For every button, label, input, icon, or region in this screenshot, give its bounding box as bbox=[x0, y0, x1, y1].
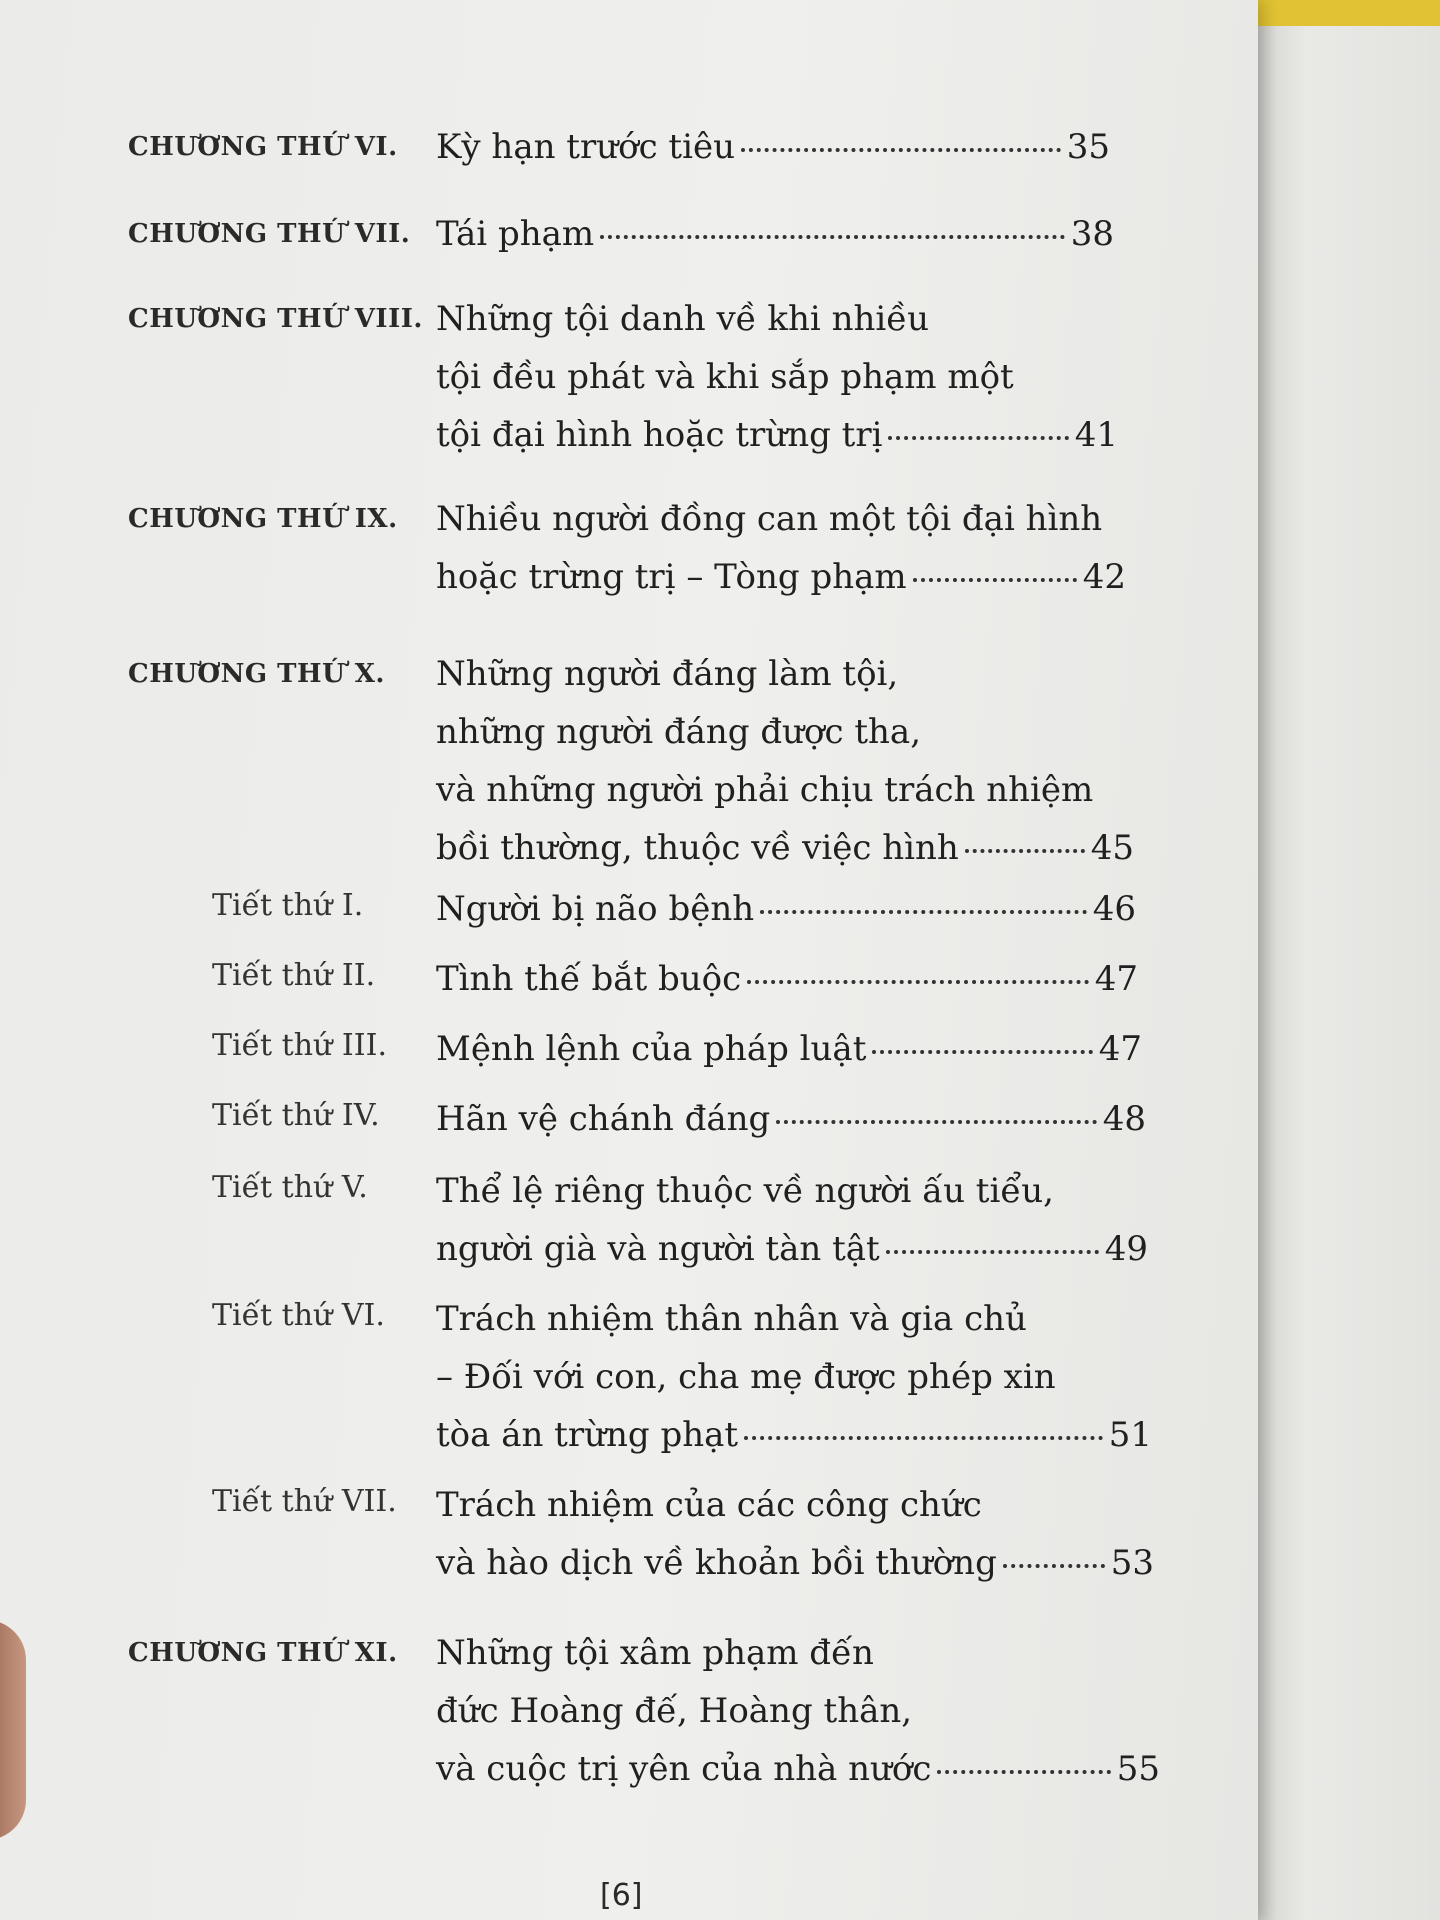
entry-title-text: Những người đáng làm tội, bbox=[436, 654, 899, 694]
entry-title-text: người già và người tàn tật bbox=[436, 1229, 880, 1269]
entry-title-text: Thể lệ riêng thuộc về người ấu tiểu, bbox=[436, 1171, 1054, 1211]
entry-title-line bbox=[436, 645, 1134, 703]
entry-title-text: hoặc trừng trị – Tòng phạm bbox=[436, 557, 907, 597]
dot-leader bbox=[913, 578, 1077, 582]
entry-title bbox=[436, 880, 1136, 938]
entry-page-number: 42 bbox=[1082, 557, 1126, 597]
entry-title bbox=[436, 1624, 1160, 1798]
entry-page-number: 48 bbox=[1102, 1099, 1146, 1139]
dot-leader bbox=[872, 1050, 1092, 1054]
entry-title-text: Trách nhiệm thân nhân và gia chủ bbox=[436, 1299, 1027, 1339]
entry-title-text: đức Hoàng đế, Hoàng thân, bbox=[436, 1691, 913, 1731]
entry-title-line bbox=[436, 1624, 1160, 1682]
entry-title-line bbox=[436, 819, 1134, 877]
dot-leader bbox=[937, 1770, 1110, 1774]
entry-title-line bbox=[436, 548, 1126, 606]
chapter-label: CHƯƠNG THỨ VII. bbox=[128, 219, 411, 249]
entry-page-number: 49 bbox=[1104, 1229, 1148, 1269]
entry-title bbox=[436, 290, 1118, 464]
dot-leader bbox=[965, 849, 1085, 853]
entry-title-text: Tình thế bắt buộc bbox=[436, 959, 742, 999]
entry-page-number: 35 bbox=[1066, 127, 1110, 167]
page-number: [6] bbox=[600, 1878, 643, 1913]
entry-title-line bbox=[436, 761, 1134, 819]
chapter-label: CHƯƠNG THỨ X. bbox=[128, 659, 385, 689]
entry-title-text: bồi thường, thuộc về việc hình bbox=[436, 828, 959, 868]
dot-leader bbox=[886, 1250, 1099, 1254]
entry-title bbox=[436, 1162, 1148, 1278]
entry-title-line bbox=[436, 950, 1138, 1008]
dot-leader bbox=[760, 910, 1087, 914]
entry-title-line bbox=[436, 1476, 1154, 1534]
entry-title-line bbox=[436, 490, 1126, 548]
entry-title bbox=[436, 1290, 1152, 1464]
section-label: Tiết thứ I. bbox=[212, 888, 364, 923]
entry-title-line bbox=[436, 1162, 1148, 1220]
chapter-label: CHƯƠNG THỨ VIII. bbox=[128, 304, 423, 334]
entry-title-text: và những người phải chịu trách nhiệm bbox=[436, 770, 1094, 810]
entry-page-number: 51 bbox=[1108, 1415, 1152, 1455]
section-label: Tiết thứ IV. bbox=[212, 1098, 380, 1133]
entry-title bbox=[436, 645, 1134, 877]
section-label: Tiết thứ VII. bbox=[212, 1484, 397, 1519]
book-cover-corner bbox=[1230, 0, 1440, 26]
entry-title-text: Những tội xâm phạm đến bbox=[436, 1633, 874, 1673]
entry-title-line bbox=[436, 348, 1118, 406]
dot-leader bbox=[600, 235, 1065, 239]
entry-title-text: những người đáng được tha, bbox=[436, 712, 921, 752]
section-label: Tiết thứ VI. bbox=[212, 1298, 385, 1333]
chapter-label: CHƯƠNG THỨ XI. bbox=[128, 1638, 398, 1668]
entry-title-text: Nhiều người đồng can một tội đại hình bbox=[436, 499, 1103, 539]
entry-page-number: 47 bbox=[1098, 1029, 1142, 1069]
entry-title-text: tội đại hình hoặc trừng trị bbox=[436, 415, 883, 455]
entry-title-line bbox=[436, 1534, 1154, 1592]
entry-title-line bbox=[436, 703, 1134, 761]
entry-title-line bbox=[436, 880, 1136, 938]
entry-title-text: Kỳ hạn trước tiêu bbox=[436, 127, 735, 167]
dot-leader bbox=[744, 1436, 1103, 1440]
entry-title-text: và hào dịch về khoản bồi thường bbox=[436, 1543, 997, 1583]
dot-leader bbox=[888, 436, 1068, 440]
chapter-label: CHƯƠNG THỨ VI. bbox=[128, 132, 398, 162]
dot-leader bbox=[776, 1120, 1096, 1124]
entry-title-line bbox=[436, 1740, 1160, 1798]
entry-title bbox=[436, 1020, 1142, 1078]
entry-title-text: Trách nhiệm của các công chức bbox=[436, 1485, 982, 1525]
entry-page-number: 46 bbox=[1092, 889, 1136, 929]
entry-page-number: 47 bbox=[1094, 959, 1138, 999]
dot-leader bbox=[747, 980, 1089, 984]
dot-leader bbox=[741, 148, 1061, 152]
entry-title-text: Người bị não bệnh bbox=[436, 889, 755, 929]
dot-leader bbox=[1003, 1564, 1105, 1568]
section-label: Tiết thứ II. bbox=[212, 958, 376, 993]
entry-title-line bbox=[436, 1348, 1152, 1406]
entry-title-line bbox=[436, 1090, 1146, 1148]
entry-title bbox=[436, 1476, 1154, 1592]
entry-title-line bbox=[436, 290, 1118, 348]
entry-title-line bbox=[436, 1406, 1152, 1464]
entry-title-text: tòa án trừng phạt bbox=[436, 1415, 739, 1455]
entry-title-text: Những tội danh về khi nhiều bbox=[436, 299, 930, 339]
entry-title bbox=[436, 205, 1114, 263]
entry-title-line bbox=[436, 118, 1110, 176]
entry-title bbox=[436, 950, 1138, 1008]
entry-title-line bbox=[436, 406, 1118, 464]
entry-title-line bbox=[436, 1682, 1160, 1740]
entry-page-number: 53 bbox=[1110, 1543, 1154, 1583]
entry-title-line bbox=[436, 1020, 1142, 1078]
section-label: Tiết thứ III. bbox=[212, 1028, 387, 1063]
entry-title-text: tội đều phát và khi sắp phạm một bbox=[436, 357, 1014, 397]
entry-page-number: 38 bbox=[1070, 214, 1114, 254]
section-label: Tiết thứ V. bbox=[212, 1170, 368, 1205]
entry-title-line bbox=[436, 1290, 1152, 1348]
adjacent-page-edge bbox=[1250, 0, 1440, 1920]
entry-title-text: Mệnh lệnh của pháp luật bbox=[436, 1029, 867, 1069]
entry-title-text: và cuộc trị yên của nhà nước bbox=[436, 1749, 932, 1789]
entry-title-text: Hãn vệ chánh đáng bbox=[436, 1099, 771, 1139]
entry-page-number: 55 bbox=[1116, 1749, 1160, 1789]
entry-title bbox=[436, 1090, 1146, 1148]
entry-title-line bbox=[436, 1220, 1148, 1278]
entry-title-line bbox=[436, 205, 1114, 263]
chapter-label: CHƯƠNG THỨ IX. bbox=[128, 504, 398, 534]
entry-title bbox=[436, 118, 1110, 176]
entry-title-text: Tái phạm bbox=[436, 214, 595, 254]
entry-page-number: 41 bbox=[1074, 415, 1118, 455]
entry-title-text: – Đối với con, cha mẹ được phép xin bbox=[436, 1357, 1056, 1397]
entry-page-number: 45 bbox=[1090, 828, 1134, 868]
entry-title bbox=[436, 490, 1126, 606]
